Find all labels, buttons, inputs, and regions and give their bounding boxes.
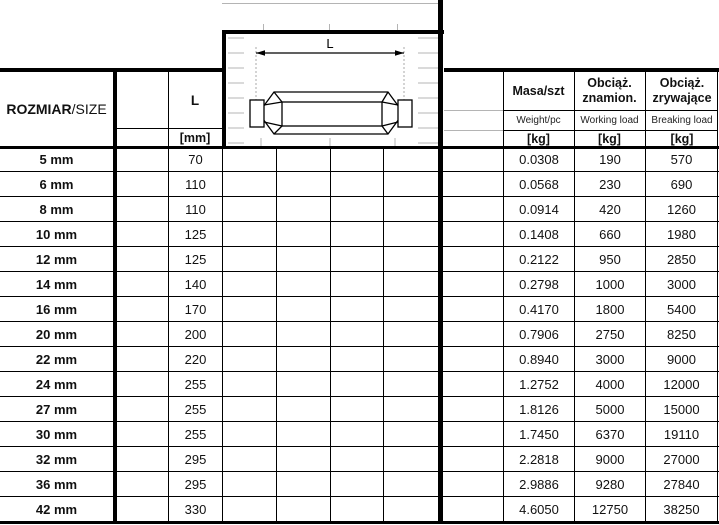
size-cell: 10 mm — [0, 222, 117, 246]
empty-cell — [384, 347, 443, 371]
turnbuckle-body — [250, 92, 412, 134]
empty-cell — [443, 222, 504, 246]
table-bottom-border — [0, 521, 719, 524]
breaking-load-cell: 8250 — [646, 322, 718, 346]
empty-cell — [443, 147, 504, 171]
empty-cell — [223, 472, 277, 496]
empty-cell — [443, 247, 504, 271]
empty-cell — [223, 172, 277, 196]
empty-cell — [223, 147, 277, 171]
spec-row — [0, 172, 719, 197]
header-line2: zrywające — [652, 91, 712, 105]
empty-cell — [277, 147, 331, 171]
empty-cell — [331, 272, 384, 296]
mass-unit-label: [kg] — [527, 131, 550, 146]
mass-cell: 1.7450 — [504, 422, 575, 446]
empty-cell — [277, 322, 331, 346]
empty-cell — [331, 222, 384, 246]
empty-cell — [443, 322, 504, 346]
spec-row — [0, 347, 719, 372]
header-line2: znamion. — [582, 91, 637, 105]
empty-cell — [223, 397, 277, 421]
working-load-cell: 6370 — [575, 422, 646, 446]
size-cell: 8 mm — [0, 197, 117, 221]
empty-cell — [331, 247, 384, 271]
length-cell: 295 — [169, 472, 223, 496]
size-cell: 32 mm — [0, 447, 117, 471]
breaking-load-cell: 9000 — [646, 347, 718, 371]
empty-cell — [331, 197, 384, 221]
empty-cell — [384, 147, 443, 171]
length-cell: 255 — [169, 372, 223, 396]
spec-row — [0, 497, 719, 522]
working-load-column-header — [574, 72, 645, 110]
header-line1: Obciąż. — [659, 76, 705, 90]
size-cell: 24 mm — [0, 372, 117, 396]
empty-cell — [117, 372, 169, 396]
dimension-label-L: L — [326, 36, 334, 51]
empty-cell — [223, 447, 277, 471]
length-unit-label: [mm] — [179, 130, 211, 145]
working-load-cell: 1000 — [575, 272, 646, 296]
size-cell: 30 mm — [0, 422, 117, 446]
working-load-cell: 5000 — [575, 397, 646, 421]
empty-cell — [443, 447, 504, 471]
working-load-cell: 9000 — [575, 447, 646, 471]
empty-cell — [331, 322, 384, 346]
empty-cell — [223, 347, 277, 371]
empty-cell — [384, 447, 443, 471]
spec-row — [0, 422, 719, 447]
empty-cell — [277, 422, 331, 446]
working-load-cell: 660 — [575, 222, 646, 246]
spec-row — [0, 222, 719, 247]
mass-cell: 0.4170 — [504, 297, 575, 321]
empty-cell — [384, 372, 443, 396]
empty-cell — [223, 422, 277, 446]
breaking-load-cell: 570 — [646, 147, 718, 171]
breaking-load-column-header — [645, 72, 719, 110]
empty-cell — [384, 272, 443, 296]
empty-cell — [117, 472, 169, 496]
breaking-load-cell: 1260 — [646, 197, 718, 221]
empty-cell — [117, 322, 169, 346]
empty-cell — [384, 172, 443, 196]
mass-cell: 4.6050 — [504, 497, 575, 521]
length-cell: 140 — [169, 272, 223, 296]
empty-cell — [443, 372, 504, 396]
length-cell: 70 — [169, 147, 223, 171]
breaking-load-cell: 15000 — [646, 397, 718, 421]
turnbuckle-drawing-box — [222, 30, 444, 146]
empty-cell — [117, 272, 169, 296]
empty-cell — [331, 397, 384, 421]
empty-cell — [331, 447, 384, 471]
empty-cell — [223, 247, 277, 271]
breaking-load-cell: 38250 — [646, 497, 718, 521]
empty-cell — [223, 197, 277, 221]
empty-cell — [384, 247, 443, 271]
center-divider-line — [438, 0, 443, 524]
empty-cell — [223, 372, 277, 396]
empty-cell — [223, 322, 277, 346]
breaking-load-cell: 2850 — [646, 247, 718, 271]
working-load-cell: 230 — [575, 172, 646, 196]
size-cell: 22 mm — [0, 347, 117, 371]
length-cell: 295 — [169, 447, 223, 471]
empty-cell — [117, 222, 169, 246]
empty-cell — [277, 272, 331, 296]
empty-cell — [443, 497, 504, 521]
empty-cell — [384, 197, 443, 221]
mass-cell: 0.0914 — [504, 197, 575, 221]
length-cell: 220 — [169, 347, 223, 371]
working-load-cell: 3000 — [575, 347, 646, 371]
size-header-regular: /SIZE — [71, 101, 107, 117]
empty-cell — [117, 497, 169, 521]
working-load-cell: 2750 — [575, 322, 646, 346]
empty-cell — [277, 247, 331, 271]
empty-cell — [384, 322, 443, 346]
mass-cell: 1.8126 — [504, 397, 575, 421]
empty-cell — [117, 347, 169, 371]
breaking-load-cell: 19110 — [646, 422, 718, 446]
empty-cell — [443, 472, 504, 496]
size-cell: 5 mm — [0, 147, 117, 171]
mass-cell: 1.2752 — [504, 372, 575, 396]
empty-cell — [277, 197, 331, 221]
spec-row — [0, 322, 719, 347]
working-load-cell: 420 — [575, 197, 646, 221]
mass-column-header: Masa/szt — [512, 83, 565, 98]
empty-cell — [223, 297, 277, 321]
table-body — [0, 147, 719, 522]
size-cell: 14 mm — [0, 272, 117, 296]
mass-cell: 2.2818 — [504, 447, 575, 471]
empty-cell — [277, 497, 331, 521]
empty-cell — [277, 222, 331, 246]
breaking-load-cell: 5400 — [646, 297, 718, 321]
size-column-divider — [113, 72, 117, 146]
spec-row — [0, 272, 719, 297]
working-load-cell: 12750 — [575, 497, 646, 521]
empty-cell — [117, 447, 169, 471]
breaking-load-cell: 3000 — [646, 272, 718, 296]
working-load-cell: 1800 — [575, 297, 646, 321]
spec-row — [0, 147, 719, 172]
empty-cell — [331, 297, 384, 321]
empty-cell — [443, 422, 504, 446]
size-cell: 20 mm — [0, 322, 117, 346]
breaking-load-cell: 27840 — [646, 472, 718, 496]
mass-cell: 0.2798 — [504, 272, 575, 296]
empty-cell — [117, 397, 169, 421]
breaking-load-cell: 12000 — [646, 372, 718, 396]
length-cell: 110 — [169, 197, 223, 221]
size-cell: 16 mm — [0, 297, 117, 321]
length-cell: 110 — [169, 172, 223, 196]
length-cell: 255 — [169, 397, 223, 421]
size-cell: 6 mm — [0, 172, 117, 196]
mass-cell: 0.1408 — [504, 222, 575, 246]
size-column-header — [0, 72, 113, 146]
empty-cell — [117, 147, 169, 171]
header-line1: Obciąż. — [587, 76, 632, 90]
faint-grid-line — [443, 110, 503, 111]
empty-cell — [331, 347, 384, 371]
length-cell: 125 — [169, 222, 223, 246]
empty-cell — [331, 372, 384, 396]
working-load-cell: 190 — [575, 147, 646, 171]
empty-cell — [384, 222, 443, 246]
working-load-subtitle: Working load — [580, 115, 639, 126]
mass-cell: 0.2122 — [504, 247, 575, 271]
spec-row — [0, 297, 719, 322]
empty-cell — [223, 272, 277, 296]
breaking-load-cell: 690 — [646, 172, 718, 196]
empty-cell — [277, 172, 331, 196]
length-cell: 200 — [169, 322, 223, 346]
empty-cell — [277, 347, 331, 371]
length-cell: 170 — [169, 297, 223, 321]
empty-cell — [384, 497, 443, 521]
empty-cell — [443, 272, 504, 296]
faint-grid-line — [222, 3, 440, 4]
breaking-load-subtitle: Breaking load — [651, 115, 713, 126]
mass-cell: 2.9886 — [504, 472, 575, 496]
empty-cell — [277, 447, 331, 471]
empty-cell — [277, 397, 331, 421]
breaking-load-unit-label: [kg] — [670, 131, 694, 146]
spec-row — [0, 447, 719, 472]
size-cell: 12 mm — [0, 247, 117, 271]
empty-cell — [223, 222, 277, 246]
working-load-cell: 950 — [575, 247, 646, 271]
empty-cell — [117, 172, 169, 196]
spec-row — [0, 247, 719, 272]
empty-cell — [443, 172, 504, 196]
faint-grid-line — [443, 130, 503, 131]
empty-cell — [117, 197, 169, 221]
mass-cell: 0.0568 — [504, 172, 575, 196]
turnbuckle-drawing — [226, 34, 444, 146]
empty-cell — [223, 497, 277, 521]
empty-cell — [117, 247, 169, 271]
empty-cell — [117, 297, 169, 321]
empty-cell — [443, 397, 504, 421]
spec-row — [0, 397, 719, 422]
spec-row — [0, 197, 719, 222]
empty-cell — [443, 197, 504, 221]
empty-cell — [117, 422, 169, 446]
dimension-line — [256, 50, 404, 56]
working-load-unit-label: [kg] — [598, 131, 621, 146]
size-header-bold: ROZMIAR — [6, 101, 72, 117]
mass-subtitle: Weight/pc — [516, 115, 561, 126]
length-cell: 125 — [169, 247, 223, 271]
mass-cell: 0.7906 — [504, 322, 575, 346]
empty-cell — [331, 172, 384, 196]
spec-row — [0, 472, 719, 497]
size-cell: 27 mm — [0, 397, 117, 421]
working-load-cell: 9280 — [575, 472, 646, 496]
empty-cell — [384, 422, 443, 446]
spec-row — [0, 372, 719, 397]
empty-cell — [331, 497, 384, 521]
empty-cell — [277, 372, 331, 396]
empty-cell — [443, 347, 504, 371]
empty-cell — [331, 147, 384, 171]
mass-cell: 0.0308 — [504, 147, 575, 171]
length-cell: 330 — [169, 497, 223, 521]
header-bottom-border — [0, 146, 719, 149]
empty-cell — [384, 472, 443, 496]
empty-cell — [277, 472, 331, 496]
breaking-load-cell: 27000 — [646, 447, 718, 471]
working-load-cell: 4000 — [575, 372, 646, 396]
empty-cell — [331, 472, 384, 496]
length-column-header: L — [190, 92, 200, 108]
mass-cell: 0.8940 — [504, 347, 575, 371]
empty-cell — [384, 297, 443, 321]
length-cell: 255 — [169, 422, 223, 446]
empty-cell — [277, 297, 331, 321]
size-cell: 42 mm — [0, 497, 117, 521]
empty-cell — [331, 422, 384, 446]
size-cell: 36 mm — [0, 472, 117, 496]
breaking-load-cell: 1980 — [646, 222, 718, 246]
empty-cell — [384, 397, 443, 421]
empty-cell — [443, 297, 504, 321]
